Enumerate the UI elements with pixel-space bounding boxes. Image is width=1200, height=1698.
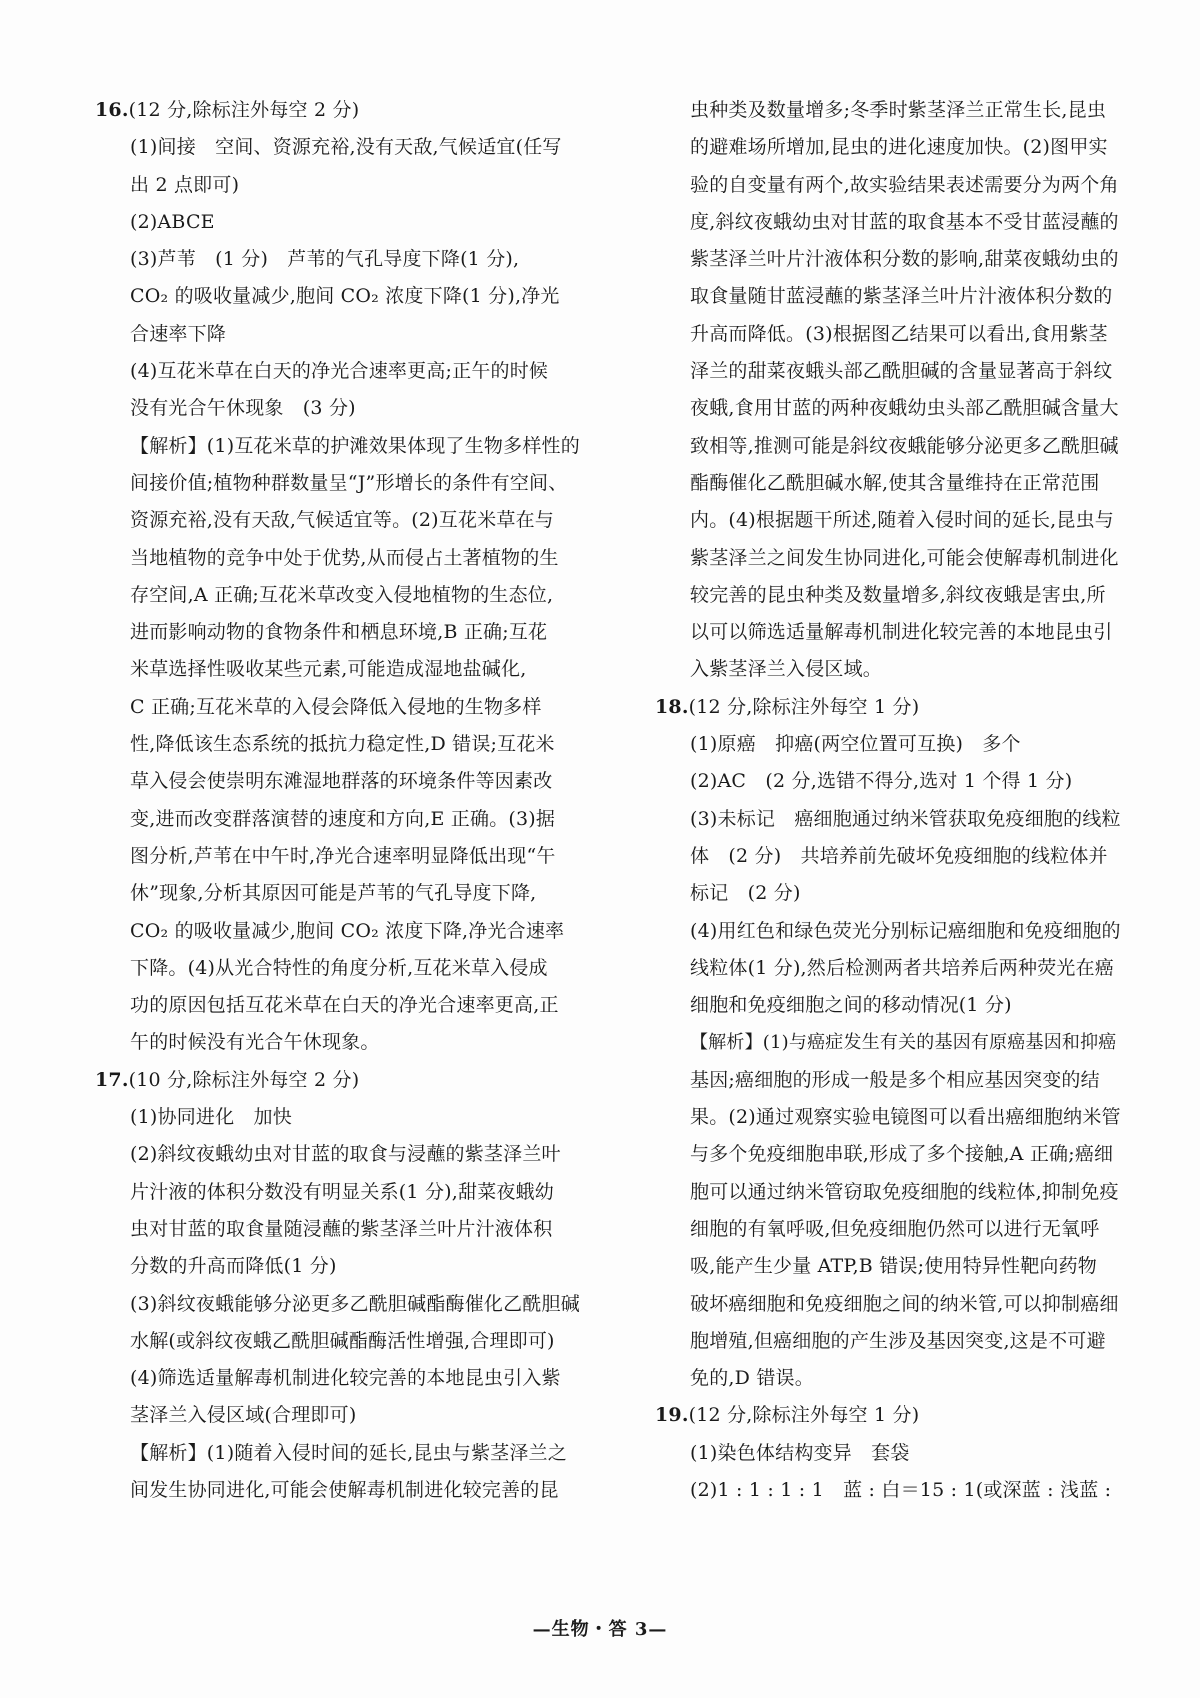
text-line: (1)原癌 抑癌(两空位置可互换) 多个 xyxy=(690,733,1021,756)
text-line: 内。(4)根据题干所述,随着入侵时间的延长,昆虫与 xyxy=(690,509,1114,532)
text-line: 茎泽兰入侵区域(合理即可) xyxy=(130,1404,357,1427)
question-number: 16. xyxy=(95,99,129,121)
text-line: 基因;癌细胞的形成一般是多个相应基因突变的结 xyxy=(690,1068,1100,1091)
scoring-note: (12 分,除标注外每空 1 分) xyxy=(688,695,920,718)
text-line: 米草选择性吸收某些元素,可能造成湿地盐碱化, xyxy=(130,658,527,681)
text-line: 图分析,芦苇在中午时,净光合速率明显降低出现“午 xyxy=(130,844,556,867)
scoring-note: (12 分,除标注外每空 2 分) xyxy=(128,99,360,121)
scoring-note: (10 分,除标注外每空 2 分) xyxy=(128,1068,360,1091)
question-header xyxy=(655,689,1125,726)
text-line: 合速率下降 xyxy=(130,322,227,345)
text-line: 间接价值;植物种群数量呈“J”形增长的条件有空间、 xyxy=(130,471,568,494)
text-line: (2)ABCE xyxy=(130,210,215,233)
text-line: 紫茎泽兰之间发生协同进化,可能会使解毒机制进化 xyxy=(690,546,1119,569)
text-line: 休”现象,分析其原因可能是芦苇的气孔导度下降, xyxy=(130,882,537,905)
text-line: 【解析】(1)与癌症发生有关的基因有原癌基因和抑癌 xyxy=(690,1032,1117,1054)
page-footer: —生物・答 3— xyxy=(532,1619,668,1640)
text-line: 免的,D 错误。 xyxy=(690,1367,814,1390)
text-line: 升高而降低。(3)根据图乙结果可以看出,食用紫茎 xyxy=(690,322,1108,345)
text-line: 分数的升高而降低(1 分) xyxy=(130,1255,337,1278)
text-line: 草入侵会使崇明东滩湿地群落的环境条件等因素改 xyxy=(130,770,553,793)
text-line: 与多个免疫细胞串联,形成了多个接触,A 正确;癌细 xyxy=(690,1143,1114,1166)
text-line: (1)协同进化 加快 xyxy=(130,1106,292,1129)
text-line: (2)AC (2 分,选错不得分,选对 1 个得 1 分) xyxy=(690,770,1073,793)
text-line: (4)筛选适量解毒机制进化较完善的本地昆虫引入紫 xyxy=(130,1367,561,1390)
text-line: 间发生协同进化,可能会使解毒机制进化较完善的昆 xyxy=(130,1478,559,1501)
text-line: 入紫茎泽兰入侵区域。 xyxy=(690,658,883,681)
text-line: 功的原因包括互花米草在白天的净光合速率更高,正 xyxy=(130,994,559,1017)
scoring-note: (12 分,除标注外每空 1 分) xyxy=(688,1404,920,1427)
text-line: 【解析】(1)互花米草的护滩效果体现了生物多样性的 xyxy=(130,434,580,457)
text-line: 夜蛾,食用甘蓝的两种夜蛾幼虫头部乙酰胆碱含量大 xyxy=(690,397,1119,420)
text-line: 度,斜纹夜蛾幼虫对甘蓝的取食基本不受甘蓝浸蘸的 xyxy=(690,210,1119,233)
text-line: (3)芦苇 (1 分) 芦苇的气孔导度下降(1 分), xyxy=(130,248,520,271)
text-line: 胞可以通过纳米管窃取免疫细胞的线粒体,抑制免疫 xyxy=(690,1180,1119,1203)
text-line: 细胞的有氧呼吸,但免疫细胞仍然可以进行无氧呼 xyxy=(690,1217,1100,1240)
left-column xyxy=(95,92,595,1509)
text-line: (2)斜纹夜蛾幼虫对甘蓝的取食与浸蘸的紫茎泽兰叶 xyxy=(130,1143,561,1166)
text-line: (4)用红色和绿色荧光分别标记癌细胞和免疫细胞的 xyxy=(690,919,1121,942)
text-line: 取食量随甘蓝浸蘸的紫茎泽兰叶片汁液体积分数的 xyxy=(690,285,1113,308)
text-line: 存空间,A 正确;互花米草改变入侵地植物的生态位, xyxy=(130,583,554,606)
text-line: CO₂ 的吸收量减少,胞间 CO₂ 浓度下降,净光合速率 xyxy=(130,919,565,942)
text-line: 以可以筛选适量解毒机制进化较完善的本地昆虫引 xyxy=(690,621,1113,644)
text-line: 酯酶催化乙酰胆碱水解,使其含量维持在正常范围 xyxy=(690,471,1100,494)
text-line: 体 (2 分) 共培养前先破坏免疫细胞的线粒体并 xyxy=(690,844,1108,867)
question-header xyxy=(95,92,595,129)
question-number: 17. xyxy=(95,1068,129,1091)
text-line: 资源充裕,没有天敌,气候适宜等。(2)互花米草在与 xyxy=(130,509,554,532)
text-line: 【解析】(1)随着入侵时间的延长,昆虫与紫茎泽兰之 xyxy=(130,1441,567,1464)
text-line: 破坏癌细胞和免疫细胞之间的纳米管,可以抑制癌细 xyxy=(690,1292,1119,1315)
text-line: 胞增殖,但癌细胞的产生涉及基因突变,这是不可避 xyxy=(690,1329,1106,1352)
text-line: 出 2 点即可) xyxy=(130,173,240,196)
text-line: 标记 (2 分) xyxy=(690,882,801,905)
text-line: 水解(或斜纹夜蛾乙酰胆碱酯酶活性增强,合理即可) xyxy=(130,1329,555,1352)
question-number: 19. xyxy=(655,1404,689,1427)
text-line: 进而影响动物的食物条件和栖息环境,B 正确;互花 xyxy=(130,621,548,644)
text-line: 虫对甘蓝的取食量随浸蘸的紫茎泽兰叶片汁液体积 xyxy=(130,1217,553,1240)
text-line: 紫茎泽兰叶片汁液体积分数的影响,甜菜夜蛾幼虫的 xyxy=(690,248,1119,271)
text-line: (1)间接 空间、资源充裕,没有天敌,气候适宜(任写 xyxy=(130,136,562,159)
text-line: 没有光合午休现象 (3 分) xyxy=(130,397,356,420)
text-line: 较完善的昆虫种类及数量增多,斜纹夜蛾是害虫,所 xyxy=(690,583,1106,606)
text-line: 变,进而改变群落演替的速度和方向,E 正确。(3)据 xyxy=(130,807,556,830)
text-line: (1)染色体结构变异 套袋 xyxy=(690,1441,910,1464)
text-line: 午的时候没有光合午休现象。 xyxy=(130,1031,380,1054)
text-line: 线粒体(1 分),然后检测两者共培养后两种荧光在癌 xyxy=(690,956,1114,979)
text-line: 当地植物的竞争中处于优势,从而侵占土著植物的生 xyxy=(130,546,559,569)
text-line: 片汁液的体积分数没有明显关系(1 分),甜菜夜蛾幼 xyxy=(130,1180,554,1203)
text-line: 泽兰的甜菜夜蛾头部乙酰胆碱的含量显著高于斜纹 xyxy=(690,360,1113,383)
text-line: 下降。(4)从光合特性的角度分析,互花米草入侵成 xyxy=(130,956,548,979)
text-line: C 正确;互花米草的入侵会降低入侵地的生物多样 xyxy=(130,695,542,718)
text-line: 致相等,推测可能是斜纹夜蛾能够分泌更多乙酰胆碱 xyxy=(690,434,1119,457)
text-line: (3)斜纹夜蛾能够分泌更多乙酰胆碱酯酶催化乙酰胆碱 xyxy=(130,1292,580,1315)
text-line: 细胞和免疫细胞之间的移动情况(1 分) xyxy=(690,994,1012,1017)
text-line: 的避难场所增加,昆虫的进化速度加快。(2)图甲实 xyxy=(690,136,1108,159)
text-line: 虫种类及数量增多;冬季时紫茎泽兰正常生长,昆虫 xyxy=(690,99,1107,121)
text-line: (2)1 : 1 : 1 : 1 蓝 : 白＝15 : 1(或深蓝 : 浅蓝 : xyxy=(690,1478,1112,1501)
text-line: 果。(2)通过观察实验电镜图可以看出癌细胞纳米管 xyxy=(690,1106,1121,1129)
text-line: (3)未标记 癌细胞通过纳米管获取免疫细胞的线粒 xyxy=(690,807,1121,830)
text-line: 吸,能产生少量 ATP,B 错误;使用特异性靶向药物 xyxy=(690,1255,1098,1278)
question-header xyxy=(95,1062,595,1099)
question-header xyxy=(655,1397,1125,1434)
text-line: 验的自变量有两个,故实验结果表述需要分为两个角 xyxy=(690,173,1119,196)
text-line: CO₂ 的吸收量减少,胞间 CO₂ 浓度下降(1 分),净光 xyxy=(130,285,560,308)
text-line: 性,降低该生态系统的抵抗力稳定性,D 错误;互花米 xyxy=(130,733,555,756)
right-column xyxy=(655,92,1125,1509)
question-number: 18. xyxy=(655,695,689,718)
text-line: (4)互花米草在白天的净光合速率更高;正午的时候 xyxy=(130,360,549,383)
